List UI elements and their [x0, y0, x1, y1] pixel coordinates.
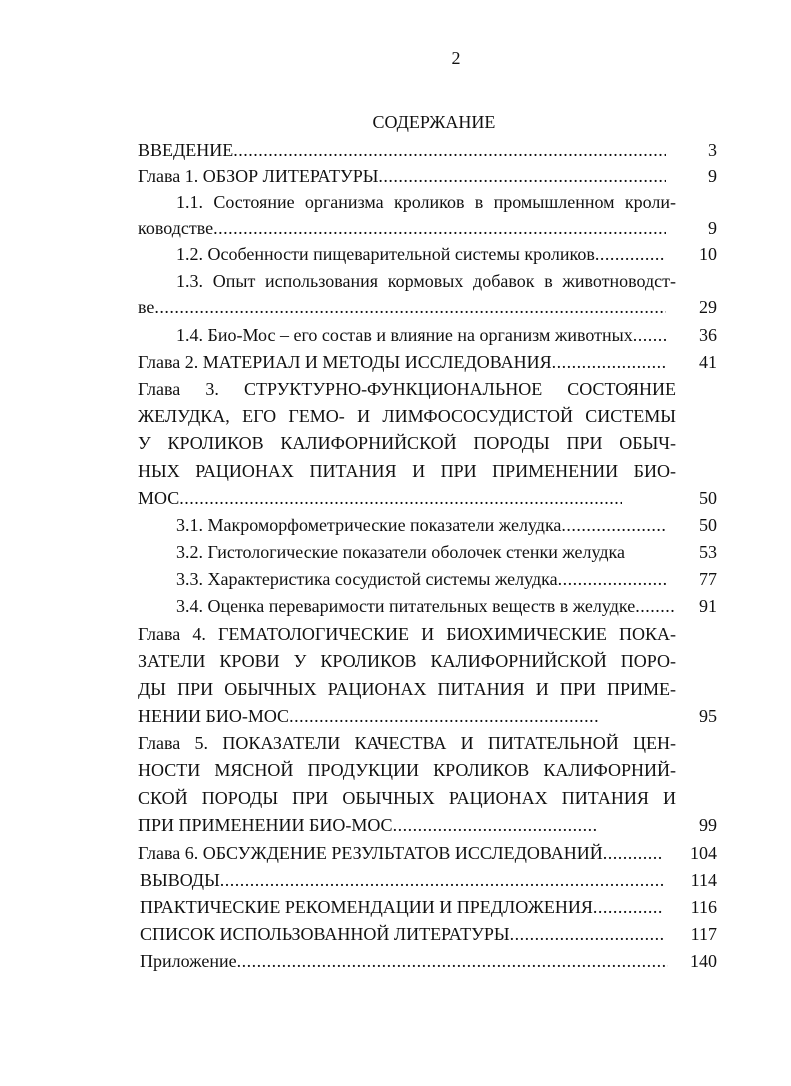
toc-page-number: 41: [699, 352, 717, 372]
toc-entry-chapter-3-line2[interactable]: ЖЕЛУДКА, ЕГО ГЕМО- И ЛИМФОСОСУДИСТОЙ СИСТЕМЫ: [138, 406, 676, 426]
toc-entry-chapter-3-line3[interactable]: У КРОЛИКОВ КАЛИФОРНИЙСКОЙ ПОРОДЫ ПРИ ОБЫЧ-: [138, 433, 676, 453]
toc-entry-3-1[interactable]: [176, 513, 666, 537]
toc-entry-text: Приложение: [140, 951, 237, 971]
toc-entry-chapter-5-last[interactable]: [138, 813, 598, 837]
toc-page-number: 114: [690, 870, 717, 890]
toc-entry-references[interactable]: [140, 922, 664, 946]
toc-entry-text: 3.4. Оценка переваримости питательных веществ в желудке: [176, 596, 636, 616]
page-number: 2: [451, 48, 461, 68]
toc-entry-conclusions[interactable]: [140, 868, 664, 892]
toc-entry-chapter-5-line3[interactable]: СКОЙ ПОРОДЫ ПРИ ОБЫЧНЫХ РАЦИОНАХ ПИТАНИЯ И: [138, 788, 676, 808]
toc-entry-chapter-4-line1[interactable]: Глава 4. ГЕМАТОЛОГИЧЕСКИЕ И БИОХИМИЧЕСКИЕ ПОКА-: [138, 624, 676, 644]
toc-page-number: 9: [708, 218, 717, 238]
toc-entry-chapter-4-last[interactable]: [138, 704, 600, 728]
toc-entry-3-4[interactable]: [176, 594, 676, 618]
toc-entry-chapter-4-line3[interactable]: ДЫ ПРИ ОБЫЧНЫХ РАЦИОНАХ ПИТАНИЯ И ПРИ ПРИМЕ-: [138, 679, 676, 699]
toc-entry-1-1-line2[interactable]: [138, 216, 666, 240]
toc-entry-text: НЕНИИ БИО-МОС: [138, 706, 290, 726]
toc-entry-text: 1.2. Особенности пищеварительной системы кроликов: [176, 244, 595, 264]
toc-entry-3-2[interactable]: [176, 540, 666, 564]
toc-entry-chapter-5-line1[interactable]: Глава 5. ПОКАЗАТЕЛИ КАЧЕСТВА И ПИТАТЕЛЬНОЙ ЦЕН-: [138, 733, 676, 753]
toc-entry-introduction[interactable]: [138, 138, 666, 162]
toc-entry-chapter-3-line1[interactable]: Глава 3. СТРУКТУРНО-ФУНКЦИОНАЛЬНОЕ СОСТОЯНИЕ: [138, 379, 676, 399]
toc-entry-text: 3.2. Гистологические показатели оболочек стенки желудка: [176, 542, 626, 562]
toc-page-number: 9: [708, 166, 717, 186]
toc-entry-1-4[interactable]: [176, 323, 666, 347]
toc-entry-text: МОС: [138, 488, 180, 508]
toc-entry-chapter-6[interactable]: [138, 841, 662, 865]
toc-page-number: 3: [708, 140, 717, 160]
toc-page-number: 116: [690, 897, 717, 917]
leader-dots: [603, 841, 662, 865]
toc-entry-text: ПРИ ПРИМЕНЕНИИ БИО-МОС: [138, 815, 393, 835]
leader-dots: [233, 138, 666, 162]
toc-entry-text: 3.1. Макроморфометрические показатели желудка: [176, 515, 562, 535]
toc-entry-1-2[interactable]: [176, 242, 666, 266]
toc-page-number: 77: [699, 569, 717, 589]
toc-entry-text: ВВЕДЕНИЕ: [138, 140, 234, 160]
toc-entry-recommendations[interactable]: [140, 895, 664, 919]
leader-dots: [561, 513, 666, 537]
leader-dots: [393, 813, 598, 837]
leader-dots: [593, 895, 664, 919]
leader-dots: [552, 350, 666, 374]
toc-entry-text: Глава 2. МАТЕРИАЛ И МЕТОДЫ ИССЛЕДОВАНИЯ: [138, 352, 552, 372]
toc-entry-text: ве: [138, 297, 155, 317]
toc-entry-text: ПРАКТИЧЕСКИЕ РЕКОМЕНДАЦИИ И ПРЕДЛОЖЕНИЯ: [140, 897, 593, 917]
leader-dots: [154, 295, 666, 319]
leader-dots: [595, 242, 666, 266]
toc-entry-text: ководстве: [138, 218, 214, 238]
toc-entry-chapter-2[interactable]: [138, 350, 666, 374]
toc-page-number: 10: [699, 244, 717, 264]
toc-page-number: 104: [690, 843, 717, 863]
toc-page-number: 91: [699, 596, 717, 616]
toc-page-number: 53: [699, 542, 717, 562]
toc-page-number: 95: [699, 706, 717, 726]
toc-page-number: 99: [699, 815, 717, 835]
toc-entry-text: ВЫВОДЫ: [140, 870, 220, 890]
toc-page-number: 36: [699, 325, 717, 345]
toc-entry-text: 1.4. Био-Мос – его состав и влияние на организм животных: [176, 325, 633, 345]
leader-dots: [213, 216, 666, 240]
leader-dots: [378, 164, 666, 188]
toc-page-number: 50: [699, 488, 717, 508]
toc-entry-text: Глава 1. ОБЗОР ЛИТЕРАТУРЫ: [138, 166, 379, 186]
toc-title: СОДЕРЖАНИЕ: [372, 112, 496, 132]
leader-dots: [510, 922, 664, 946]
toc-entry-chapter-5-line2[interactable]: НОСТИ МЯСНОЙ ПРОДУКЦИИ КРОЛИКОВ КАЛИФОРНИЙ-: [138, 760, 676, 780]
toc-page-number: 117: [690, 924, 717, 944]
toc-entry-appendix[interactable]: [140, 949, 668, 973]
leader-dots: [558, 567, 666, 591]
toc-page-number: 50: [699, 515, 717, 535]
toc-entry-1-3-line1[interactable]: 1.3. Опыт использования кормовых добавок в животноводст-: [176, 271, 676, 291]
toc-entry-text: СПИСОК ИСПОЛЬЗОВАННОЙ ЛИТЕРАТУРЫ: [140, 924, 510, 944]
toc-entry-text: Глава 6. ОБСУЖДЕНИЕ РЕЗУЛЬТАТОВ ИССЛЕДОВАНИЙ: [138, 843, 603, 863]
leader-dots: [289, 704, 600, 728]
leader-dots: [220, 868, 664, 892]
leader-dots: [179, 486, 622, 510]
toc-page-number: 29: [699, 297, 717, 317]
toc-entry-chapter-4-line2[interactable]: ЗАТЕЛИ КРОВИ У КРОЛИКОВ КАЛИФОРНИЙСКОЙ ПОРО-: [138, 651, 676, 671]
toc-entry-chapter-1[interactable]: [138, 164, 666, 188]
toc-entry-1-1-line1[interactable]: 1.1. Состояние организма кроликов в промышленном кроли-: [176, 192, 676, 212]
toc-entry-1-3-line2[interactable]: [138, 295, 666, 319]
toc-entry-text: 3.3. Характеристика сосудистой системы желудка: [176, 569, 558, 589]
toc-page-number: 140: [690, 951, 717, 971]
leader-dots: [237, 949, 668, 973]
toc-entry-3-3[interactable]: [176, 567, 666, 591]
toc-entry-chapter-3-line4[interactable]: НЫХ РАЦИОНАХ ПИТАНИЯ И ПРИ ПРИМЕНЕНИИ БИО-: [138, 461, 676, 481]
toc-entry-chapter-3-last[interactable]: [138, 486, 622, 510]
